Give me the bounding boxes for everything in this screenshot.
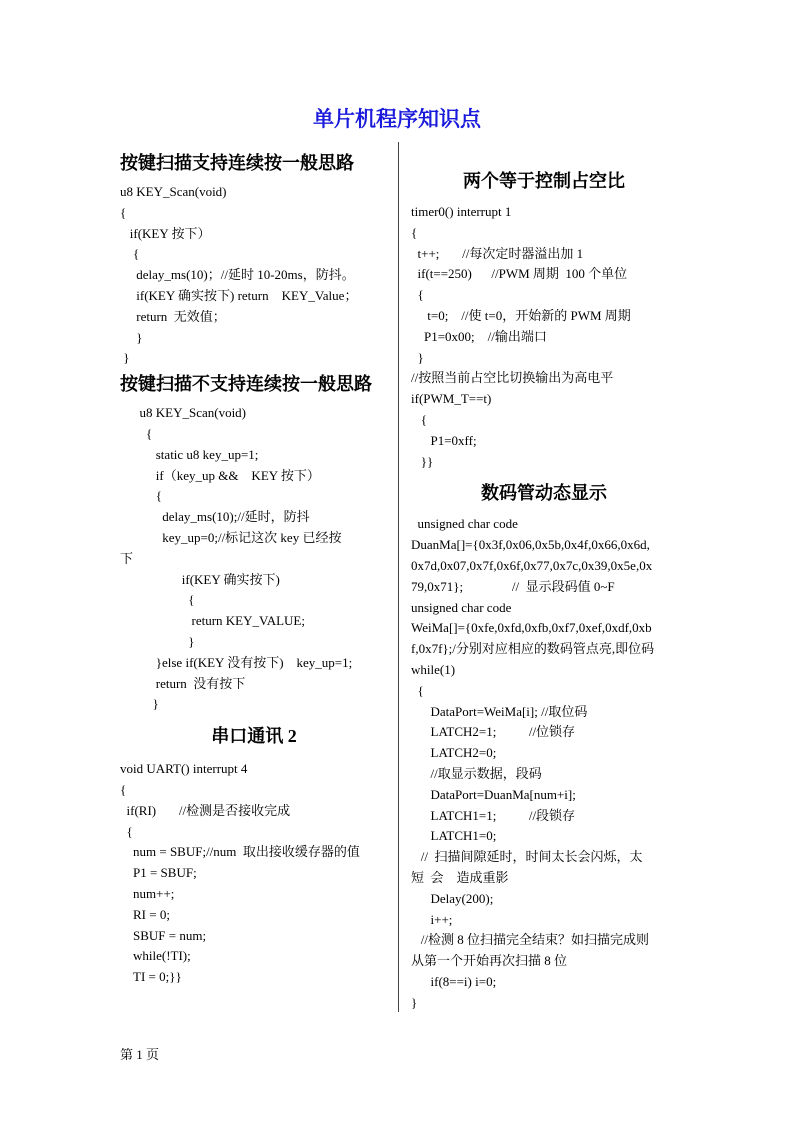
code-line: } (120, 696, 159, 712)
code-line: { (120, 246, 140, 262)
code-line: RI = 0; (120, 906, 170, 922)
code-line: if(t==250) //PWM 周期 100 个单位 (411, 266, 628, 282)
code-line: if(8==i) i=0; (411, 973, 497, 989)
code-line: } (411, 349, 424, 365)
code-line: { (411, 224, 418, 240)
code-line: SBUF = num; (120, 927, 207, 943)
code-line: i++; (411, 911, 453, 927)
code-block-pwm-duty (411, 202, 677, 472)
code-line: DuanMa[]={0x3f,0x06,0x5b,0x4f,0x66,0x6d, (411, 537, 650, 553)
code-line: LATCH1=1; //段锁存 (411, 807, 576, 823)
code-line: //按照当前占空比切换输出为高电平 (411, 370, 614, 386)
code-line: { (411, 411, 427, 427)
code-block-key-scan-continuous (120, 182, 388, 369)
code-line: P1=0x00; //输出端口 (411, 328, 547, 344)
code-line: u8 KEY_Scan(void) (120, 184, 227, 199)
code-line: static u8 key_up=1; (120, 446, 259, 462)
code-line: if(KEY 确实按下) return KEY_Value； (120, 287, 358, 303)
code-line: } (120, 350, 130, 366)
code-line: WeiMa[]={0xfe,0xfd,0xfb,0xf7,0xef,0xdf,0xb (411, 620, 652, 636)
code-line: void UART() interrupt 4 (120, 761, 248, 777)
page-title: 单片机程序知识点 (313, 107, 481, 131)
code-line: { (411, 682, 424, 698)
code-line: } (120, 633, 195, 649)
code-line: if(KEY 确实按下) (120, 571, 280, 587)
code-line: { (120, 488, 162, 504)
code-block-seg-display (411, 514, 677, 1013)
code-line: DataPort=DuanMa[num+i]; (411, 786, 576, 802)
code-line: P1 = SBUF; (120, 865, 197, 881)
code-line: delay_ms(10);//延时，防抖 (120, 509, 310, 525)
code-line: { (120, 823, 133, 839)
code-line: t++; //每次定时器溢出加 1 (411, 245, 584, 261)
code-line: return 没有按下 (120, 675, 246, 691)
code-line: timer0() interrupt 1 (411, 204, 512, 219)
code-block-uart (120, 759, 388, 988)
code-line: if(RI) //检测是否接收完成 (120, 802, 291, 818)
code-line: LATCH1=0; (411, 828, 497, 844)
code-line: TI = 0;}} (120, 969, 182, 985)
code-line: { (120, 592, 195, 608)
section-heading-seg-display: 数码管动态显示 (481, 483, 607, 504)
code-line: f,0x7f};/分别对应相应的数码管点亮,即位码 (411, 641, 655, 657)
code-line: LATCH2=0; (411, 745, 497, 761)
code-line: unsigned char code (411, 516, 518, 532)
code-line: }} (411, 453, 434, 469)
code-line: 79,0x71}; // 显示段码值 0~F (411, 578, 615, 594)
section-heading-key-scan-continuous: 按键扫描支持连续按一般思路 (120, 153, 354, 173)
code-line: 0x7d,0x07,0x7f,0x6f,0x77,0x7c,0x39,0x5e,0x (411, 557, 653, 573)
code-line: num++; (120, 885, 175, 901)
column-divider (398, 142, 399, 1012)
code-line: LATCH2=1; //位锁存 (411, 724, 576, 740)
code-line: return KEY_VALUE; (120, 613, 305, 629)
code-line: 下 (120, 550, 134, 566)
code-line: { (120, 781, 127, 797)
code-line: if(KEY 按下） (120, 225, 211, 241)
code-line: delay_ms(10)；//延时 10-20ms，防抖。 (120, 267, 355, 283)
code-line: } (120, 329, 143, 345)
code-line: }else if(KEY 没有按下) key_up=1; (120, 654, 353, 670)
code-line: Delay(200); (411, 890, 494, 906)
code-line: while(!TI); (120, 948, 191, 964)
code-line: 从第一个开始再次扫描 8 位 (411, 953, 568, 969)
section-heading-key-scan-non-continuous: 按键扫描不支持连续按一般思路 (120, 374, 372, 395)
code-line: //检测 8 位扫描完全结束？如扫描完成则 (411, 932, 649, 948)
right-column (411, 148, 677, 1013)
code-line: { (411, 287, 424, 303)
code-line: 短 会 造成重影 (411, 869, 509, 885)
code-line: { (120, 425, 153, 441)
code-line: //取显示数据，段码 (411, 765, 542, 781)
code-line: if(PWM_T==t) (411, 391, 492, 407)
code-line: t=0; //使 t=0，开始新的 PWM 周期 (411, 307, 631, 323)
code-block-key-scan-non-continuous (120, 403, 388, 715)
code-line: num = SBUF;//num 取出接收缓存器的值 (120, 844, 360, 860)
code-line: DataPort=WeiMa[i]; //取位码 (411, 703, 588, 719)
code-line: // 扫描间隙延时，时间太长会闪烁，太 (411, 849, 643, 865)
code-line: P1=0xff; (411, 432, 477, 448)
section-heading-pwm-duty: 两个等于控制占空比 (463, 171, 625, 191)
code-line: while(1) (411, 661, 456, 677)
code-line: unsigned char code (411, 599, 512, 615)
code-line: return 无效值； (120, 308, 226, 324)
code-line: if（key_up && KEY 按下） (120, 467, 320, 483)
page-number: 第 1 页 (120, 1047, 160, 1062)
code-line: { (120, 204, 127, 220)
left-column (120, 148, 388, 988)
code-line: key_up=0;//标记这次 key 已经按 (120, 529, 342, 545)
code-line: u8 KEY_Scan(void) (120, 405, 247, 421)
section-heading-uart: 串口通讯 2 (211, 726, 297, 747)
code-line: } (411, 994, 418, 1010)
